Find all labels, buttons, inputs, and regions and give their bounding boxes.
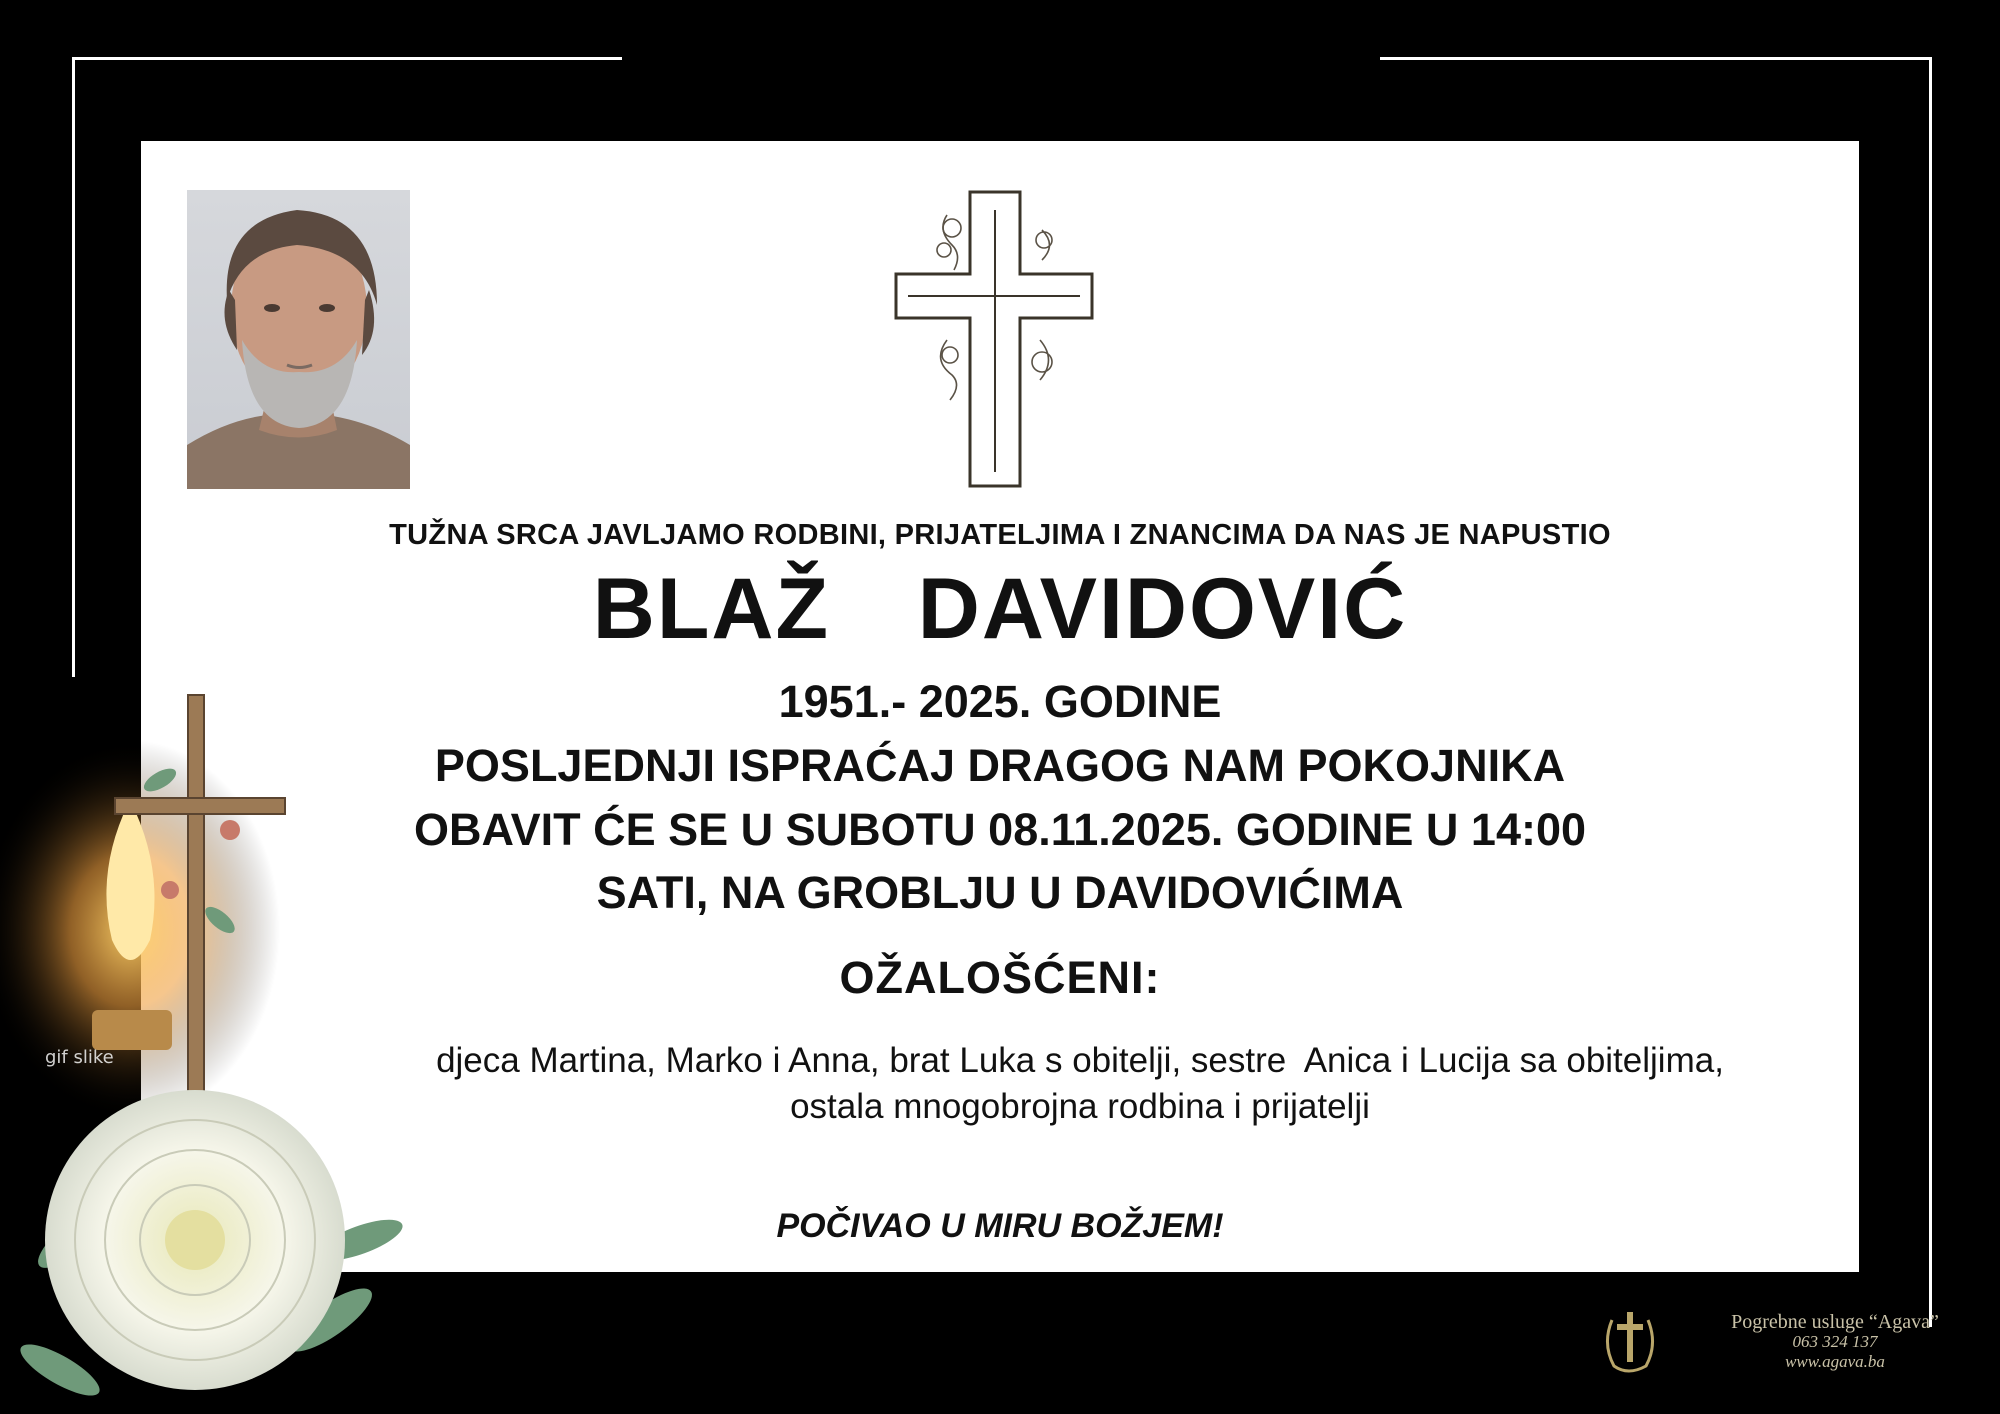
mourners-heading: OŽALOŠĆENI:: [839, 952, 1161, 1003]
frame-top-right-line: [1380, 57, 1932, 60]
watermark-text: gif slike: [45, 1047, 114, 1068]
intro-text: TUŽNA SRCA JAVLJAMO RODBINI, PRIJATELJIMA I ZNANCIMA DA NAS JE NAPUSTIO: [389, 519, 1611, 551]
funeral-line-2: OBAVIT ĆE SE U SUBOTU 08.11.2025. GODINE U 14:00: [413, 804, 1587, 855]
agency-logo-icon: [1600, 1306, 1660, 1378]
closing-text: POČIVAO U MIRU BOŽJEM!: [776, 1207, 1224, 1245]
portrait-photo: [187, 190, 410, 489]
agency-name: Pogrebne usluge “Agava”: [1731, 1311, 1939, 1333]
agency-website[interactable]: www.agava.ba: [1785, 1352, 1885, 1371]
frame-top-left-line: [72, 57, 622, 60]
frame-right-line: [1929, 57, 1932, 1327]
family-line-2: ostala mnogobrojna rodbina i prijatelji: [790, 1087, 1370, 1126]
frame-left-line: [72, 57, 75, 677]
funeral-line-1: POSLJEDNJI ISPRAĆAJ DRAGOG NAM POKOJNIKA: [434, 740, 1566, 791]
cross-icon: [892, 190, 1097, 490]
agency-phone: 063 324 137: [1792, 1332, 1878, 1351]
funeral-line-3: SATI, NA GROBLJU U DAVIDOVIĆIMA: [596, 867, 1404, 918]
deceased-name: BLAŽ DAVIDOVIĆ: [592, 561, 1408, 657]
agency-footer: [1600, 1306, 1960, 1386]
life-years: 1951.- 2025. GODINE: [778, 676, 1222, 727]
family-line-1: djeca Martina, Marko i Anna, brat Luka s obitelji, sestre Anica i Lucija sa obiteljima,: [436, 1041, 1724, 1080]
